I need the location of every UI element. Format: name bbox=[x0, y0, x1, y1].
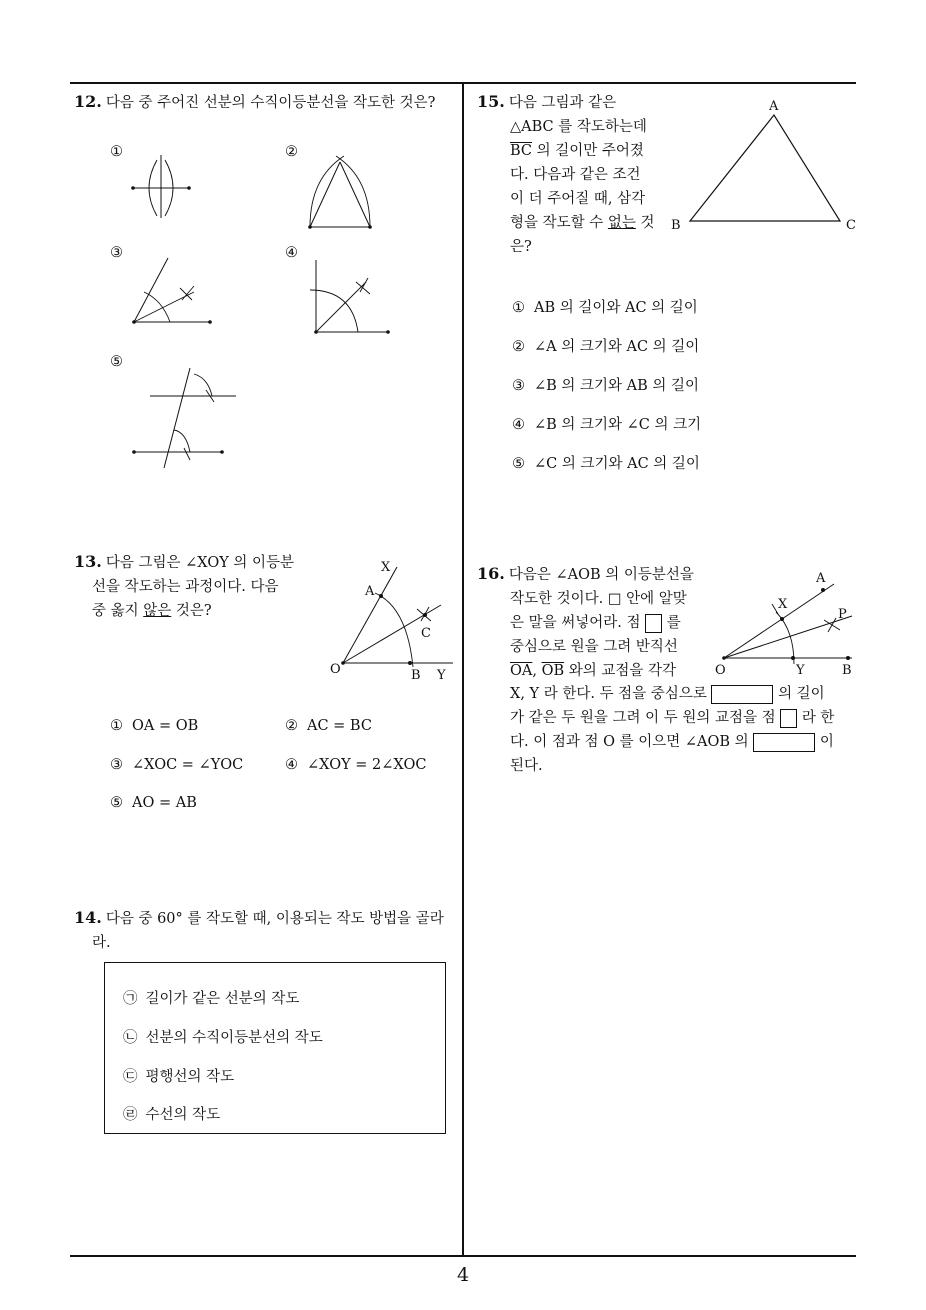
fig-label-b: B bbox=[411, 668, 421, 683]
question-text-line-8a: 다. 이 점과 점 O 를 이으면 ∠AOB 의 bbox=[510, 734, 749, 750]
fig-label-o: O bbox=[330, 662, 341, 677]
question-text-line-6a: 형을 작도할 수 bbox=[510, 215, 608, 231]
q14-item-box bbox=[104, 962, 446, 1134]
answer-box-2[interactable] bbox=[711, 685, 773, 704]
question-text-line-7: 은? bbox=[510, 239, 532, 255]
fig-label-a: A bbox=[769, 99, 779, 114]
q15-choice-3[interactable]: ③ ∠B 의 크기와 AB 의 길이 bbox=[512, 378, 700, 394]
q14-item-3: ㉢ 평행선의 작도 bbox=[123, 1069, 235, 1085]
question-text-line-2: 작도한 것이다. □ 안에 알맞 bbox=[510, 591, 687, 607]
q13-choice-2[interactable]: ② AC = BC bbox=[285, 718, 372, 734]
question-text-underlined: 않은 bbox=[143, 603, 172, 619]
fig-label-y: Y bbox=[437, 668, 446, 683]
q13-choice-4[interactable]: ④ ∠XOY = 2∠XOC bbox=[285, 757, 427, 773]
q15-triangle-figure bbox=[668, 95, 863, 235]
question-14 bbox=[74, 906, 459, 955]
q13-figure bbox=[325, 555, 460, 685]
question-text-line-2: 선을 작도하는 과정이다. 다음 bbox=[92, 579, 279, 595]
question-12 bbox=[74, 90, 435, 115]
q12-figure-1 bbox=[125, 150, 205, 220]
question-16-upper: 16. 다음은 ∠AOB 의 이등분선을 작도한 것이다. □ 안에 알맞 은 말을 써넣어라. 점 를 중심으로 원을 그려 반직선 $\overline{OA}$, $\overline{OB}$ 와의 교점을 각각 bbox=[477, 562, 707, 683]
q12-label-4: ④ bbox=[285, 245, 298, 261]
ray-ob: $\overline{OB}$ bbox=[541, 663, 565, 679]
q15-choice-1[interactable]: ① AB 의 길이와 AC 의 길이 bbox=[512, 300, 698, 316]
question-text-line-3a: 은 말을 써넣어라. 점 bbox=[510, 615, 641, 631]
fig-label-x: X bbox=[381, 560, 391, 575]
q15-choice-5[interactable]: ⑤ ∠C 의 크기와 AC 의 길이 bbox=[512, 456, 700, 472]
fig-label-p: P bbox=[838, 607, 847, 622]
question-text-line-3b: 것은? bbox=[171, 603, 212, 619]
question-text-line-7b: 라 한 bbox=[801, 710, 835, 726]
question-text-line-1: 다음 중 60° 를 작도할 때, 이용되는 작도 방법을 골라 bbox=[105, 911, 444, 927]
q14-item-2: ㉡ 선분의 수직이등분선의 작도 bbox=[123, 1030, 323, 1046]
question-number: 14. bbox=[74, 908, 102, 927]
question-text-line-7a: 가 같은 두 원을 그려 이 두 원의 교점을 점 bbox=[510, 710, 776, 726]
answer-box-1[interactable] bbox=[645, 614, 662, 633]
q15-choice-2[interactable]: ② ∠A 의 크기와 AC 의 길이 bbox=[512, 339, 700, 355]
question-number: 16. bbox=[477, 564, 505, 583]
question-text-line-2: △ABC 를 작도하는데 bbox=[510, 119, 647, 135]
q14-item-4: ㉣ 수선의 작도 bbox=[123, 1107, 221, 1123]
q15-choice-4[interactable]: ④ ∠B 의 크기와 ∠C 의 크기 bbox=[512, 417, 702, 433]
question-text-line-4: 다. 다음과 같은 조건 bbox=[510, 167, 641, 183]
q12-figure-3 bbox=[128, 252, 223, 332]
question-number: 15. bbox=[477, 92, 505, 111]
question-16-lower bbox=[510, 682, 860, 778]
q12-label-3: ③ bbox=[110, 245, 123, 261]
question-text-line-5: 이 더 주어질 때, 삼각 bbox=[510, 191, 646, 207]
question-text-underlined: 없는 bbox=[607, 215, 636, 231]
question-number: 13. bbox=[74, 552, 102, 571]
question-text-line-3b: 를 bbox=[666, 615, 681, 631]
fig-label-c: C bbox=[846, 218, 856, 233]
q12-figure-4 bbox=[308, 252, 398, 342]
fig-label-o: O bbox=[715, 663, 726, 678]
question-text-line-4: 중심으로 원을 그려 반직선 bbox=[510, 639, 678, 655]
question-text-line-5: 와의 교점을 각각 bbox=[564, 663, 677, 679]
question-text-line-8b: 이 bbox=[819, 734, 834, 750]
q12-label-5: ⑤ bbox=[110, 354, 123, 370]
fig-label-b: B bbox=[671, 218, 681, 233]
question-13 bbox=[74, 550, 324, 623]
q12-label-2: ② bbox=[285, 144, 298, 160]
q14-item-1: ㉠ 길이가 같은 선분의 작도 bbox=[123, 991, 300, 1007]
fig-label-a: A bbox=[365, 584, 375, 599]
answer-box-3[interactable] bbox=[780, 709, 797, 728]
q12-label-1: ① bbox=[110, 144, 123, 160]
fig-label-y: Y bbox=[796, 663, 805, 678]
q12-figure-2 bbox=[300, 150, 385, 235]
question-text-line-9: 된다. bbox=[510, 758, 543, 774]
q16-figure bbox=[712, 568, 862, 680]
question-text-line-1: 다음은 ∠AOB 의 이등분선을 bbox=[508, 567, 694, 583]
question-text-line-1: 다음 그림은 ∠XOY 의 이등분 bbox=[105, 555, 295, 571]
ray-oa: $\overline{OA}$ bbox=[510, 663, 533, 679]
page-number: 4 bbox=[456, 1264, 470, 1286]
question-text-line-3a: 중 옳지 bbox=[92, 603, 144, 619]
fig-label-c: C bbox=[421, 626, 431, 641]
question-text-line-2: 라. bbox=[92, 935, 111, 951]
answer-box-4[interactable] bbox=[753, 733, 815, 752]
q12-figure-5 bbox=[128, 360, 243, 470]
question-text-line-6b: 의 길이 bbox=[778, 686, 825, 702]
fig-label-b: B bbox=[842, 663, 852, 678]
question-text-line-6a: X, Y 라 한다. 두 점을 중심으로 bbox=[510, 686, 707, 702]
fig-label-a: A bbox=[816, 571, 826, 586]
question-text-line-3: 의 길이만 주어졌 bbox=[532, 143, 644, 159]
question-text-line-1: 다음 그림과 같은 bbox=[508, 95, 617, 111]
segment-bc: $\overline{BC}$ bbox=[510, 143, 533, 159]
question-number: 12. bbox=[74, 92, 102, 111]
question-15 bbox=[477, 90, 662, 259]
q13-choice-3[interactable]: ③ ∠XOC = ∠YOC bbox=[110, 757, 244, 773]
question-text: 다음 중 주어진 선분의 수직이등분선을 작도한 것은? bbox=[105, 95, 436, 111]
question-text-line-6b: 것 bbox=[635, 215, 655, 231]
fig-label-x: X bbox=[778, 597, 788, 612]
bottom-rule bbox=[70, 1255, 856, 1257]
q13-choice-1[interactable]: ① OA = OB bbox=[110, 718, 199, 734]
q13-choice-5[interactable]: ⑤ AO = AB bbox=[110, 795, 197, 811]
column-divider bbox=[462, 82, 464, 1256]
